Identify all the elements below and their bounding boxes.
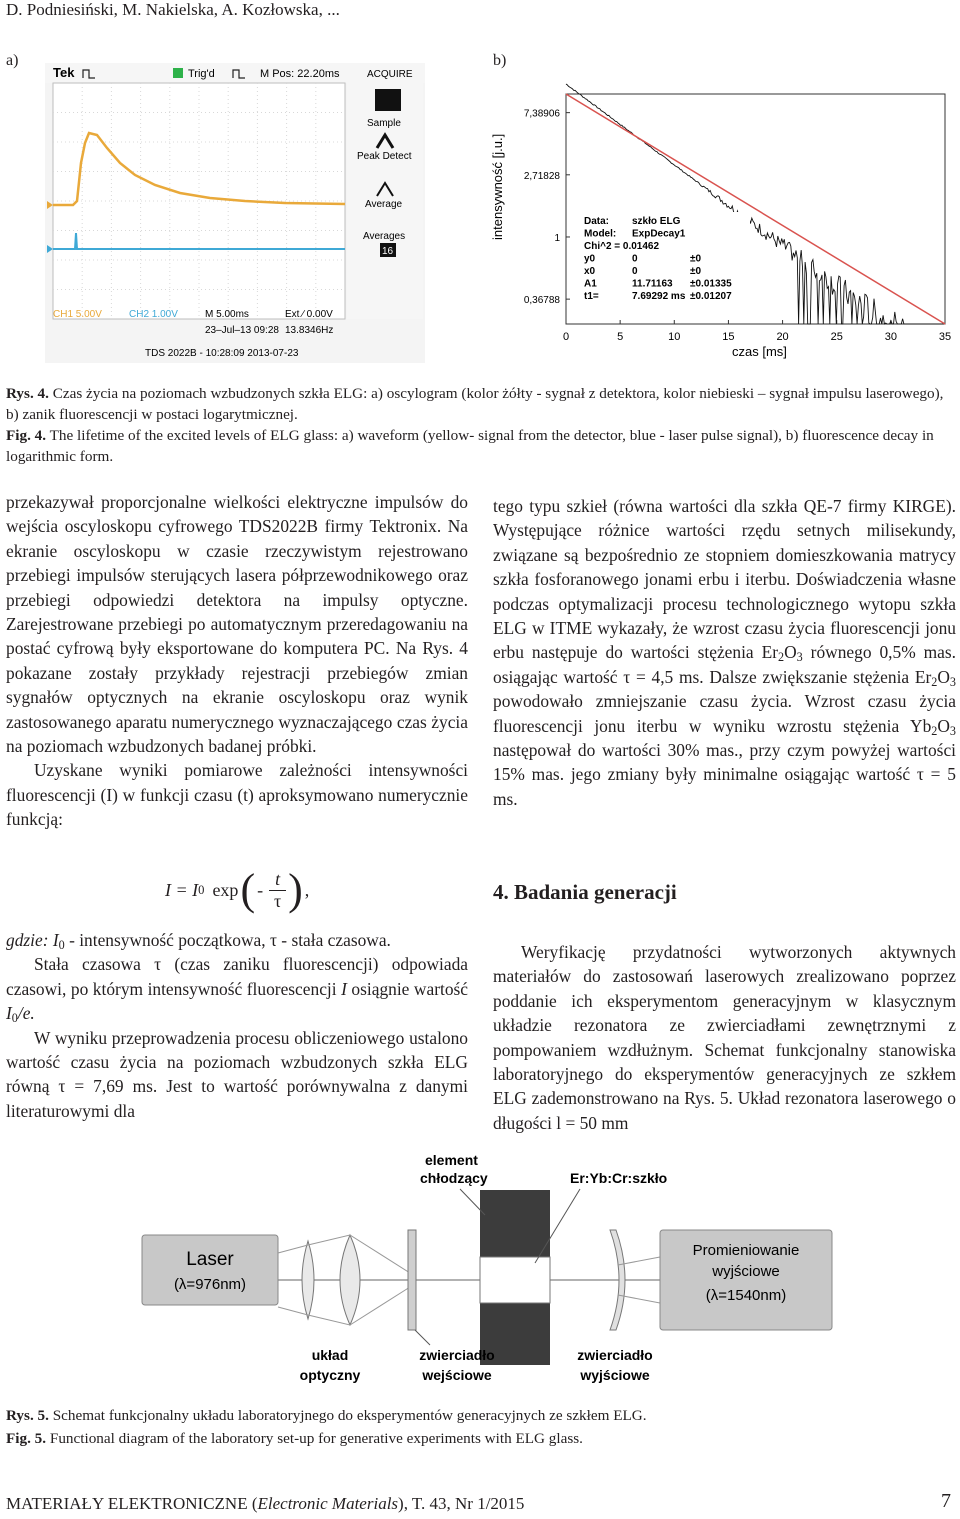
menu-sample: Sample (367, 118, 401, 129)
cooling-label-1: element (425, 1152, 478, 1168)
laser-wavelength: (λ=976nm) (173, 1276, 247, 1293)
ext-label: Ext ∕ 0.00V (285, 309, 333, 320)
optics-label-1: układ (311, 1347, 349, 1363)
ch1-label: CH1 5.00V (53, 309, 102, 320)
fig5-caption-en: Fig. 5. Functional diagram of the laboratory set-up for generative experiments with ELG glass. (6, 1430, 583, 1447)
fig4-caption-pl: Rys. 4. Czas życia na poziomach wzbudzonych szkła ELG: a) oscylogram (kolor żółty - sygnał z detektora, kolor niebieski – sygnał impulsu laserowego), b) zanik fluorescencji w postaci logarytmicznej. (6, 385, 944, 423)
menu-peak-detect: Peak Detect (357, 151, 412, 162)
figure-label-b: b) (493, 52, 507, 69)
paragraph: przekazywał proporcjonalne wielkości elektryczne impulsów do wejścia oscyloskopu cyfrowego TDS2022B firmy Tektronix. Na ekranie oscyloskopu w czasie rzeczywistym rejestrowano przebiegi impulsów sterujących lasera półprzewodnikowego oraz przebiegi odpowiedzi detektora na impulsy optyczne. Zarejestrowane przebiegi po automatycznym przeredagowaniu na postać cyfrową były eksportowane do komputera PC. Na Rys. 4 pokazane zostały przykłady rejestracji przebiegów zmian sygnałów optycznych na ekranie oscyloskopu oraz wynik zastosowanego aparatu numerycznego wyznaczającego czas życia na poziomach wzbudzonych badanej próbki. (6, 492, 468, 757)
fit-box-cell: ±0 (690, 266, 702, 277)
menu-average: Average (365, 199, 403, 210)
right-column: tego typu szkieł (równa wartości dla szkła QE-7 firmy KIRGE). Występujące różnice wartości rzędu setnych milisekundy, związane są bezpośrednio ze stopniem domieszkowania matrycy szkła fosforanowego jonami erbu i iterbu. Doświadczenia własne podczas optymalizacji procesu technologicznego wytopu szkła ELG w ITME wykazały, że wzrost czasu życia fluorescencji jonu erbu następuje do wartości stężenia $Er_2O_3$ równego 0,5% mas. osiągając wartość τ = 4,5 ms. Dalsze zwiększanie stężenia $Er_2O_3$ powodowało zmniejszanie czasu życia. Wzrost czasu życia fluorescencji jonu iterbu w wyniku wzrostu stężenia $Yb_2O_3$ następował do wartości 30% mas., przy czym powyżej wartości 15% mas. jego zmiany były minimalne osiągając wartość τ = 5 ms. (493, 496, 956, 809)
in-mirror-pointer (415, 1330, 430, 1345)
fit-box-cell: ±0.01207 (690, 291, 732, 302)
fit-box-cell: ±0 (690, 253, 702, 265)
x-tick-label: 25 (830, 331, 843, 343)
y-tick-label: 0,36788 (523, 295, 560, 307)
averages-value: 16 (382, 246, 394, 257)
in-mirror-label-2: wejściowe (422, 1367, 492, 1383)
fit-box-cell: 11.71163 (632, 278, 673, 290)
date-label: 23–Jul–13 09:28 (205, 325, 279, 336)
y-tick-label: 1 (554, 232, 560, 244)
mpos-label: M Pos: 22.20ms (260, 68, 340, 80)
page-number: 7 (941, 1490, 951, 1512)
input-mirror (408, 1230, 416, 1330)
fit-box-cell: A1 (584, 278, 597, 290)
freq-label: 13.8346Hz (285, 325, 334, 336)
lens-1 (302, 1241, 314, 1319)
y-tick-label: 7,38906 (523, 108, 560, 120)
x-axis-label: czas [ms] (732, 344, 787, 359)
trigger-icon (173, 68, 183, 78)
lens-2 (340, 1235, 360, 1325)
in-mirror-label-1: zwierciadło (419, 1347, 495, 1363)
output-label-2: wyjściowe (712, 1263, 780, 1280)
x-tick-label: 30 (884, 331, 897, 343)
x-tick-label: 5 (617, 331, 624, 343)
out-mirror-label-1: zwierciadło (577, 1347, 653, 1363)
oscilloscope-screen (45, 63, 425, 363)
menu-title: ACQUIRE (367, 69, 413, 80)
fit-box-cell: 0 (632, 266, 638, 277)
brand-label: Tek (53, 65, 75, 80)
output-label-3: (λ=1540nm) (705, 1287, 787, 1304)
fit-box (580, 212, 750, 304)
scope-footer: TDS 2022B - 10:28:09 2013-07-23 (145, 348, 299, 359)
out-mirror-label-2: wyjściowe (580, 1367, 650, 1383)
x-tick-label: 10 (668, 331, 681, 343)
equation: I = I 0 exp ( - t τ ) , (165, 865, 310, 914)
decay-plot (480, 70, 955, 365)
figure-label-a: a) (6, 52, 19, 69)
paragraph: Uzyskane wyniki pomiarowe zależności intensywności fluorescencji (I) w funkcji czasu (t) aproksymowano numerycznie funkcją: (6, 760, 468, 830)
fit-box-cell: x0 (584, 266, 596, 277)
running-header: D. Podniesiński, M. Nakielska, A. Kozłowska, ... (6, 0, 340, 19)
right-column-p2: Weryfikację przydatności wytworzonych aktywnych materiałów do zastosowań laserowych zrealizowano poprzez poddanie ich eksperymentom generacyjnym w klasycznym układzie rezonatora ze zwierciadłami zewnętrznymi z pompowaniem wzdłużnym. Schemat funkcjonalny stanowiska laboratoryjnego do eksperymentów generacyjnych ze szkłem ELG zademonstrowano na Rys. 5. Układ rezonatora laserowego o długości l = 50 mm (493, 942, 956, 1133)
y-axis-label: intensywność [j.u.] (490, 133, 505, 240)
y-tick-label: 2,71828 (523, 170, 560, 182)
x-tick-label: 0 (562, 331, 570, 343)
left-column-cont: gdzie: $I_0$ - intensywność początkowa, τ - stała czasowa. Stała czasowa τ (czas zaniku fluorescencji) odpowiada czasowi, po którym intensywność fluorescencji I osiągnie wartość $I_0/e$. W wyniku przeprowadzenia procesu obliczeniowego ustalono wartość czasu życia na poziomach wzbudzonych szkła ELG równą τ = 7,69 ms. Jest to wartość porównywalna z danymi literaturowymi dla (6, 930, 469, 1121)
fit-box-cell: Data: (584, 216, 610, 227)
fig5-caption-pl: Rys. 5. Schemat funkcjonalny układu laboratoryjnego do eksperymentów generacyjnych ze szkłem ELG. (6, 1407, 647, 1424)
menu-averages: Averages (363, 231, 406, 242)
trig-status: Trig'd (188, 68, 215, 80)
fit-box-cell: ExpDecay1 (632, 228, 686, 240)
laser-label: Laser (186, 1249, 234, 1270)
cooling-label-2: chłodzący (420, 1170, 488, 1186)
ch2-label: CH2 1.00V (129, 309, 178, 320)
laser-box (142, 1235, 278, 1305)
fit-box-cell: ±0.01335 (690, 278, 732, 290)
fit-box-cell: Chi^2 = 0.01462 (584, 241, 660, 252)
x-tick-label: 15 (722, 331, 735, 343)
x-tick-label: 20 (776, 331, 789, 343)
x-tick-label: 35 (938, 331, 952, 343)
section-heading: 4. Badania generacji (493, 880, 677, 904)
acquire-menu (347, 83, 423, 319)
fit-box-cell: y0 (584, 253, 596, 265)
glass-sample (480, 1257, 550, 1303)
left-column (6, 490, 468, 832)
output-label-1: Promieniowanie (692, 1242, 800, 1259)
timebase-label: M 5.00ms (205, 309, 249, 320)
journal-footer: MATERIAŁY ELEKTRONICZNE (Electronic Materials), T. 43, Nr 1/2015 (6, 1494, 525, 1513)
fit-box-cell: 7.69292 ms (632, 291, 686, 302)
fig4-caption-en: Fig. 4. The lifetime of the excited levels of ELG glass: a) waveform (yellow- signal from the detector, blue - laser pulse signal), b) fluorescence decay in logarithmic form. (6, 427, 934, 465)
fit-box-cell: Model: (584, 228, 617, 240)
fit-box-cell: 0 (632, 253, 638, 265)
crystal-label: Er:Yb:Cr:szkło (570, 1170, 668, 1186)
fit-box-cell: szkło ELG (632, 216, 681, 227)
optics-label-2: optyczny (299, 1367, 361, 1383)
fit-box-cell: t1= (584, 291, 599, 302)
setup-diagram (140, 1145, 840, 1390)
